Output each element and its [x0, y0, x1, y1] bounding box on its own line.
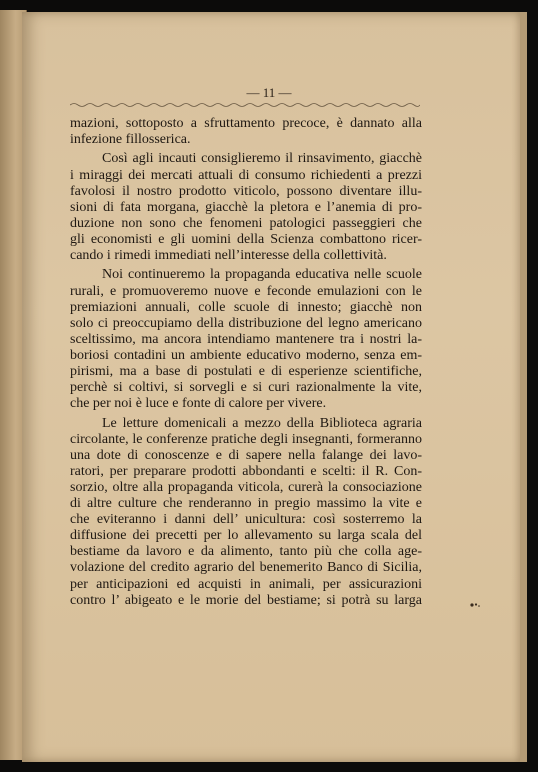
text-line: una dote di conoscenze e di sapere nella falange dei lavo-	[70, 447, 422, 463]
text-line: sioni di fata morgana, giacchè la pletora e l’anemia di pro-	[70, 199, 422, 215]
page-edge-shadow	[520, 12, 527, 762]
text-line: premiazioni annuali, colle scuole di innesto; giacchè non	[70, 299, 422, 315]
text-line: cando i rimedi immediati nell’interesse della collettività.	[70, 248, 387, 264]
text-line: perchè si coltivi, si sorvegli e si curi razionalmente la vite,	[70, 380, 422, 396]
text-line: che per noi è luce e fonte di calore per vivere.	[70, 396, 327, 412]
text-line: Noi continueremo la propaganda educativa nelle scuole	[102, 267, 422, 283]
text-line: sceltissimo, ma ancora intendiamo mantenere tra i nostri la-	[70, 331, 422, 347]
text-line: boriosi contadini un ambiente educativo moderno, senza em-	[70, 347, 422, 363]
text-line: diffusione dei precetti per lo allevamento su larga scala del	[70, 528, 422, 544]
paragraph	[70, 151, 422, 264]
page-number: — 11 —	[246, 85, 292, 100]
text-line: circolante, le conferenze pratiche degli insegnanti, formeranno	[70, 431, 422, 447]
text-line: i miraggi dei mercati attuali di consumo richiedenti a prezzi	[70, 167, 422, 183]
paragraph	[70, 116, 422, 148]
text-line: favolosi il nostro prodotto viticolo, possono diventare illu-	[70, 183, 422, 199]
paragraph	[70, 267, 422, 412]
text-line: rurali, e promuoveremo nuove e feconde emulazioni con le	[70, 283, 422, 299]
text-line: Le letture domenicali a mezzo della Biblioteca agraria	[102, 415, 422, 431]
text-line: solo ci preoccupiamo della distribuzione del legno americano	[70, 315, 422, 331]
body-text	[70, 116, 422, 612]
text-line: volazione del credito agrario del benemerito Banco di Sicilia,	[70, 560, 422, 576]
paragraph	[70, 416, 422, 609]
text-line: gli economisti e gli uomini della Scienza combattono ricer-	[70, 231, 422, 247]
text-line: che eviteranno i danni dell’ unicultura: così sosterremo la	[70, 512, 422, 528]
text-line: pirismi, ma a base di postulati e di esperienze scientifiche,	[70, 364, 422, 379]
text-line: per anticipazioni ed acquisti in animali, per assicurazioni	[70, 576, 422, 592]
header-rule	[70, 102, 420, 108]
text-line: Così agli incauti consiglieremo il rinsavimento, giacchè	[102, 151, 422, 167]
text-line: di altre culture che renderanno in pregio massimo la vite e	[70, 496, 422, 512]
ink-speck	[469, 602, 481, 608]
text-line: bestiame da lavoro e da alimento, tanto più che colla age-	[70, 544, 422, 560]
text-line: mazioni, sottoposto a sfruttamento precoce, è dannato alla	[70, 116, 422, 131]
text-line: ratori, per preparare prodotti abbondanti e scelti: il R. Con-	[70, 463, 422, 479]
text-line: sorzio, oltre alla propaganda viticola, curerà la consociazione	[70, 479, 422, 495]
text-line: infezione fillosserica.	[70, 132, 191, 148]
text-line: duzione non sono che fenomeni patologici passeggieri che	[70, 215, 422, 231]
text-line: contro l’ abigeato e le morie del bestiame; si potrà su larga	[70, 592, 422, 608]
